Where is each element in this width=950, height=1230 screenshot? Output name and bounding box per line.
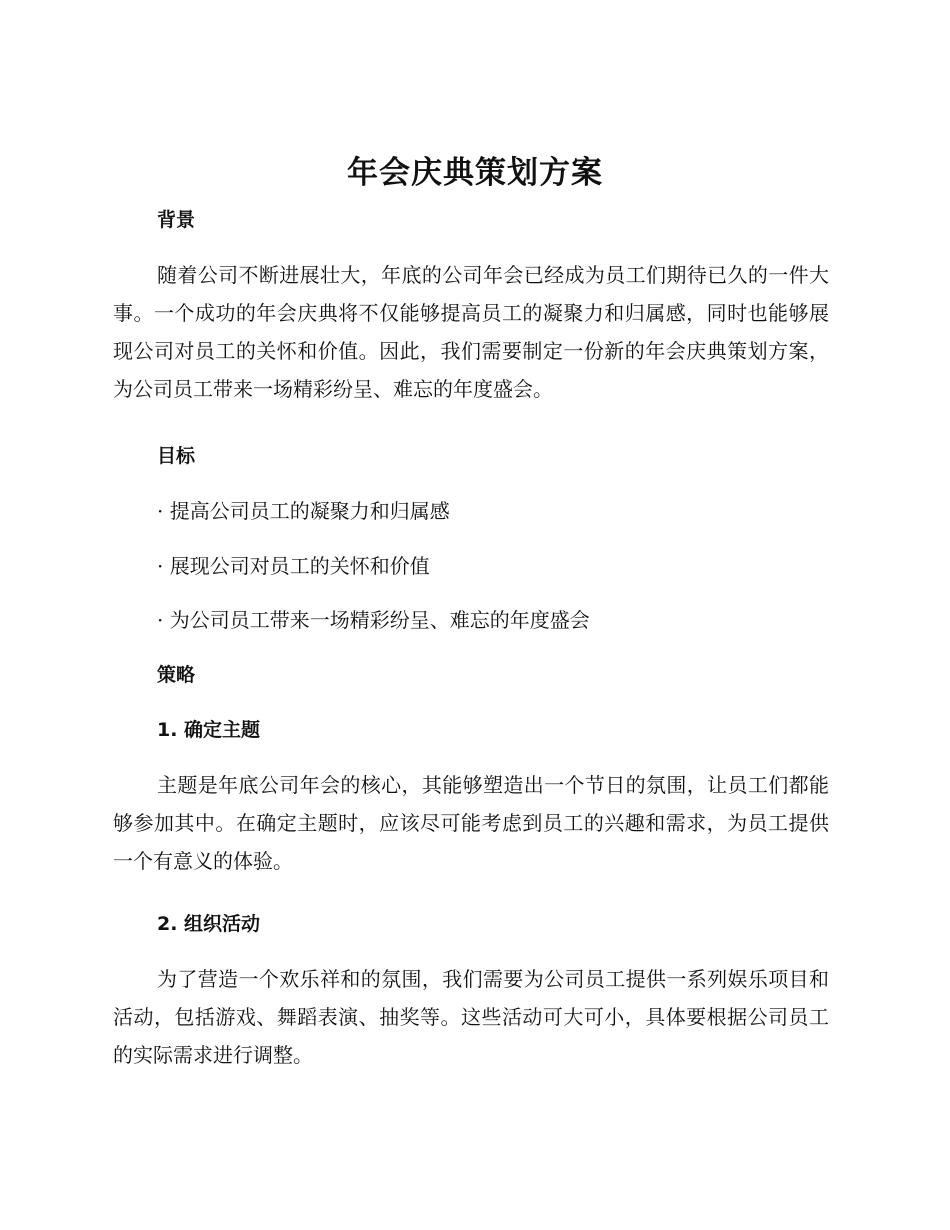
goal-item: · 为公司员工带来一场精彩纷呈、难忘的年度盛会	[157, 608, 590, 632]
goal-item: · 提高公司员工的凝聚力和归属感	[157, 499, 450, 523]
theme-paragraph: 主题是年底公司年会的核心，其能够塑造出一个节日的氛围，让员工们都能够参加其中。在确定主题时，应该尽可能考虑到员工的兴趣和需求，为员工提供一个有意义的体验。	[113, 773, 829, 873]
section-heading-goals: 目标	[157, 445, 196, 467]
activities-paragraph: 为了营造一个欢乐祥和的氛围，我们需要为公司员工提供一系列娱乐项目和活动，包括游戏、舞蹈表演、抽奖等。这些活动可大可小，具体要根据公司员工的实际需求进行调整。	[113, 967, 829, 1067]
goal-item: · 展现公司对员工的关怀和价值	[157, 554, 430, 578]
subheading-theme: 1. 确定主题	[157, 719, 261, 741]
section-heading-background: 背景	[157, 209, 196, 231]
document-title: 年会庆典策划方案	[347, 155, 603, 191]
section-heading-strategy: 策略	[157, 664, 196, 686]
background-paragraph: 随着公司不断进展壮大，年底的公司年会已经成为员工们期待已久的一件大事。一个成功的年会庆典将不仅能够提高员工的凝聚力和归属感，同时也能够展现公司对员工的关怀和价值。因此，我们需要制定一份新的年会庆典策划方案，为公司员工带来一场精彩纷呈、难忘的年度盛会。	[113, 263, 829, 401]
subheading-activities: 2. 组织活动	[157, 913, 261, 935]
